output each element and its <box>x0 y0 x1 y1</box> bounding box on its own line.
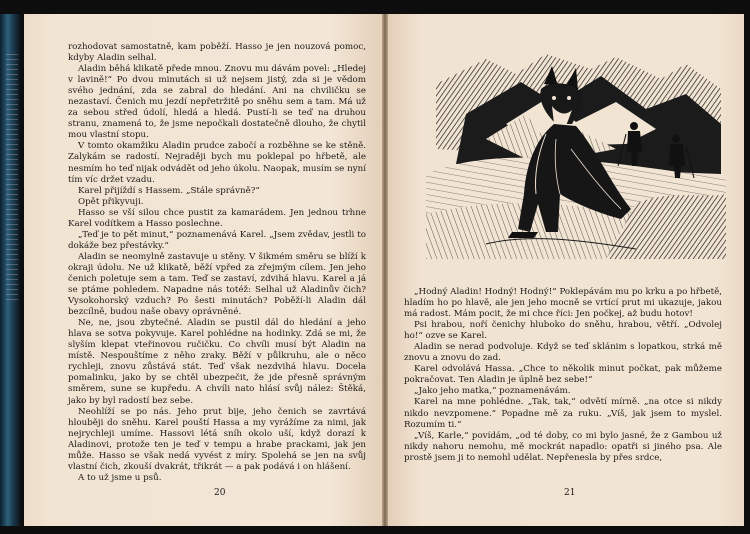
paragraph: Aladin se neomylně zastavuje u stěny. V šikmém směru se blíží k okraji údolu. Ne už klikatě, běží vpřed za zřejmým cílem. Jen jeho čenich poletuje sem a tam. Teď se zastaví, zdvihá hlavu. Karel a já se ptáme pohledem. Napadne nás totéž: Selhal už Aladinův čich? Vysokohorský vzduch? Po šesti minutách? Poběží-li Aladin dál bezcílně, budou naše obavy oprávněné. <box>68 251 366 318</box>
paragraph: „Hodný Aladin! Hodný! Hodný!“ Poklepávám mu po krku a po hřbetě, hladím ho po hlavě, ale jen jeho mocně se vrtící prut mi ukazuje, jakou má radost. Mám pocit, že mi chce říci: Jen počkej, až budu hotov! <box>404 287 722 320</box>
paragraph: „Teď je to pět minut,“ poznamenává Karel. „Jsem zvědav, jestli to dokáže bez přestávky.“ <box>68 229 366 251</box>
book-edge-strip <box>0 14 22 526</box>
left-page-text <box>68 42 366 484</box>
right-page <box>386 14 744 526</box>
paragraph: „Víš, Karle,“ povídám, „od té doby, co mi bylo jasné, že z Gambou už nikdy nahoru nemohu, mě mockrát napadlo: opatři si jiného psa. Ale prostě jsem ji to nemohl udělat. Nepřenesla by přes srdce, <box>404 430 722 463</box>
paragraph: V tomto okamžiku Aladin prudce zabočí a rozběhne se ke stěně. Zalykám se radostí. Nejraději bych mu poklepal po hřbetě, ale nesmím ho teď nijak odvádět od jeho úkolu. Naopak, musím se nyní tím víc držet vzadu. <box>68 141 366 185</box>
left-page <box>24 14 384 526</box>
paragraph: Karel na mne pohlédne. „Tak, tak,“ odvětí mírně. „na otce si nikdy nikdo nevzpomene.“ Popadne mě za ruku. „Víš, jak jsem to myslel. Rozumím ti.“ <box>404 397 722 430</box>
page-number-left: 20 <box>214 488 226 498</box>
paragraph: Psi hrabou, noří čenichy hluboko do sněhu, hrabou, větří. „Odvolej ho!“ ozve se Karel. <box>404 320 722 342</box>
paragraph: Neohlíží se po nás. Jeho prut bije, jeho čenich se zavrtává hlouběji do sněhu. Karel pouští Hassa a my vyrážíme za nimi, jak nejrychleji umíme. Hassovi létá sníh okolo uší, když dorazí k Aladinovi, protože ten je teď v tempu a hrabe prackami, jak jen může. Hasso se však nedá vyvést z míry. Spolehá se jen na svůj vlastní čich, zkouší dvakrát, třikrát — a pak podává i on hlášení. <box>68 406 366 472</box>
paragraph: Opět přikyvuji. <box>78 196 144 207</box>
woodcut-dog-image <box>426 54 726 259</box>
right-page-text <box>404 287 722 464</box>
paragraph: Karel odvolává Hassa. „Chce to několik minut počkat, pak můžeme pokračovat. Ten Aladin je úplně bez sebe!“ <box>404 364 722 386</box>
paragraph: Aladin se nerad podvoluje. Když se teď sklánim s lopatkou, strká mě znovu a znovu do zad. <box>404 342 722 364</box>
paragraph: Aladin běhá klikatě přede mnou. Znovu mu dávám povel: „Hledej v lavině!“ Po dvou minutách si už nejsem jistý, zda si je vědom svého jednání, zda se zabral do hledání. Ani na chviličku se nezastaví. Čenich mu jezdí nepřetržitě po sněhu sem a tam. Má už za sebou střed údolí, hledá a hledá. Pustí-li se teď na druhou stranu, znamená to, že jsme nepočkali dostatečně dlouho, že chytil mou vlastní stopu. <box>68 64 366 141</box>
book-edge-texture <box>6 54 18 304</box>
book-gutter <box>382 14 388 526</box>
paragraph: rozhodovat samostatně, kam poběží. Hasso je jen nouzová pomoc, kdyby Aladin selhal. <box>68 42 366 64</box>
paragraph: Karel přijíždí s Hassem. „Stále správně?“ <box>78 185 260 196</box>
paragraph: „Jako jeho matka,“ poznamenávám. <box>414 386 571 397</box>
paragraph: Ne, ne, jsou zbytečné. Aladin se pustil dál do hledání a jeho hlava se sotva pokyvuje. Karel pohlédne na hodinky. Zdá se mi, že slyším klepat vteřinovou ručičku. Co chvíli musí být Aladin na místě. Nespouštíme z něho zraky. Běží v půlkruhu, ale o něco rychleji, znovu zůstává stát. Teď však nezdvihá hlavu. Docela pomalinku, jako by se chtěl ubezpečit, že jde přesně správným směrem, sune se kupředu. A chvíli nato hlásí svůj nález: Štěká, jako by byl radostí bez sebe. <box>68 318 366 406</box>
paragraph: A to už jsme u psů. <box>78 472 162 483</box>
woodcut-illustration <box>426 54 726 259</box>
paragraph: Hasso se vší silou chce pustit za kamarádem. Jen jednou trhne Karel vodítkem a Hasso poslechne. <box>68 207 366 229</box>
page-number-right: 21 <box>564 488 576 498</box>
